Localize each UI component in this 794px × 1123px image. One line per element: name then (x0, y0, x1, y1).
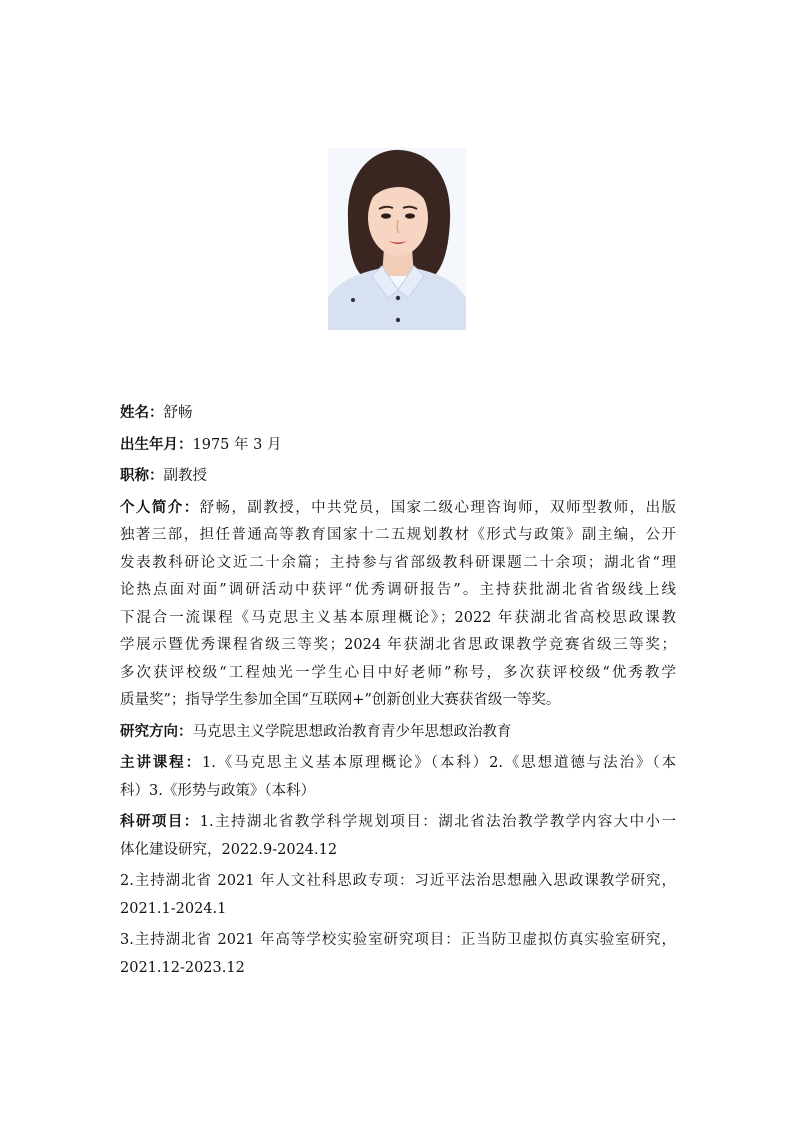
intro-line: 个人简介：舒畅，副教授，中共党员，国家二级心理咨询师，双师型教师，出版 (120, 499, 677, 516)
birth-row (120, 432, 676, 460)
birth-label: 出生年月： (120, 436, 193, 453)
title-value: 副教授 (163, 468, 207, 484)
name-value: 舒畅 (163, 405, 193, 421)
projects-line: 2.主持湖北省 2021 年人文社科思政专项：习近平法治思想融入思政课教学研究， (120, 873, 676, 889)
research-value: 马克思主义学院思想政治教育青少年思想政治教育 (192, 723, 512, 740)
intro-block (120, 495, 676, 715)
intro-line: 学展示暨优秀课程省级三等奖；2024 年获湖北省思政课教学竞赛省级三等奖； (120, 637, 676, 653)
projects-line: 2021.12-2023.12 (120, 959, 245, 976)
projects-line: 科研项目：1.主持湖北省教学科学规划项目：湖北省法治教学教学内容大中小一 (120, 814, 676, 830)
title-label: 职称： (120, 468, 164, 484)
courses-block (120, 750, 676, 805)
courses-line: 主讲课程：1.《马克思主义基本原理概论》（本科）2.《思想道德与法治》（本 (120, 755, 677, 771)
projects-line: 2021.1-2024.1 (120, 900, 227, 917)
projects-line: 3.主持湖北省 2021 年高等学校实验室研究项目：正当防卫虚拟仿真实验室研究， (120, 932, 676, 948)
intro-line: 论热点面对面”调研活动中获评“优秀调研报告”。主持获批湖北省省级线上线 (120, 582, 676, 598)
intro-line: 多次获评校级“工程烛光一学生心目中好老师”称号，多次获评校级“优秀教学 (120, 664, 676, 681)
portrait-illustration (328, 148, 466, 330)
courses-line: 科）3.《形势与政策》（本科） (120, 782, 316, 799)
intro-line: 独著三部，担任普通高等教育国家十二五规划教材《形式与政策》副主编，公开 (120, 527, 676, 543)
projects-label: 科研项目： (120, 814, 200, 830)
projects-block (120, 809, 676, 982)
courses-label: 主讲课程： (120, 755, 202, 771)
research-label: 研究方向： (120, 723, 193, 740)
title-row (120, 463, 676, 491)
birth-value: 1975 年 3 月 (192, 436, 282, 453)
research-row (120, 719, 676, 747)
name-label: 姓名： (120, 405, 164, 421)
projects-line: 体化建设研究，2022.9-2024.12 (120, 841, 338, 858)
intro-line: 质量奖”；指导学生参加全国“互联网+”创新创业大赛获省级一等奖。 (120, 692, 561, 708)
intro-line: 发表教科研论文近二十余篇；主持参与省部级教科研课题二十余项；湖北省“理 (120, 554, 676, 571)
profile-body (120, 400, 676, 982)
portrait-photo (328, 148, 466, 330)
intro-label: 个人简介： (120, 499, 200, 516)
name-row (120, 400, 676, 428)
intro-line: 下混合一流课程《马克思主义基本原理概论》；2022 年获湖北省高校思政课教 (120, 609, 676, 626)
